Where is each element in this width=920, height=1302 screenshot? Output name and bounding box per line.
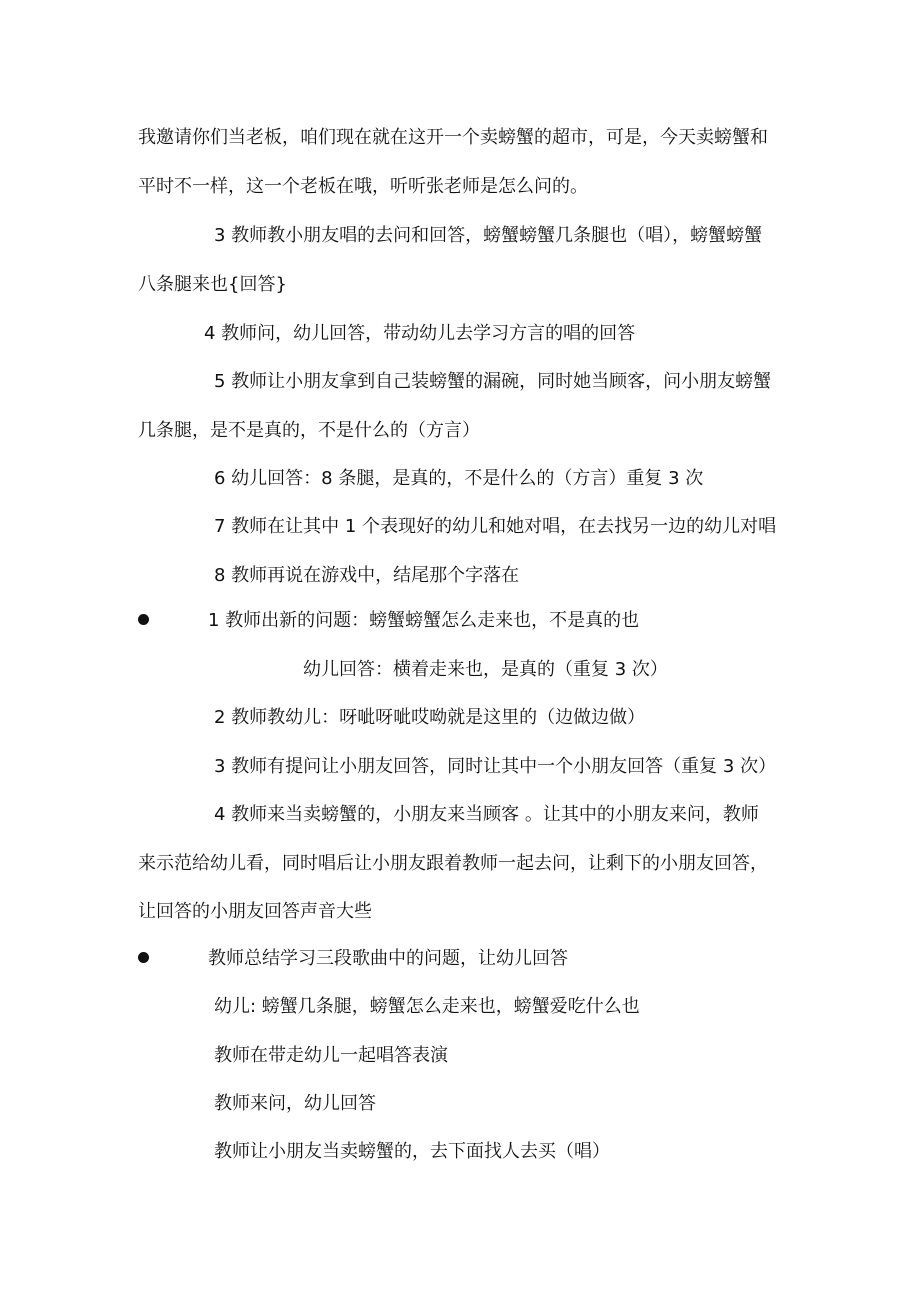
text-line: 教师让小朋友当卖螃蟹的，去下面找人去买（唱） [214,1141,610,1162]
text-line: 教师总结学习三段歌曲中的问题，让幼儿回答 [208,948,568,969]
text-line: 5 教师让小朋友拿到自己装螃蟹的漏碗，同时她当顾客，问小朋友螃蟹 [214,371,772,392]
text-line: 3 教师教小朋友唱的去问和回答，螃蟹螃蟹几条腿也（唱），螃蟹螃蟹 [214,225,763,246]
text-line: 平时不一样，这一个老板在哦，听听张老师是怎么问的。 [138,176,588,197]
text-line: 教师来问，幼儿回答 [214,1093,376,1114]
text-line: 我邀请你们当老板，咱们现在就在这开一个卖螃蟹的超市，可是，今天卖螃蟹和 [138,127,768,148]
text-line: 让回答的小朋友回答声音大些 [138,901,372,922]
text-line: 3 教师有提问让小朋友回答，同时让其中一个小朋友回答（重复 3 次） [214,756,777,777]
text-line: 1 教师出新的问题：螃蟹螃蟹怎么走来也，不是真的也 [208,610,640,631]
text-line: 来示范给幼儿看，同时唱后让小朋友跟着教师一起去问，让剩下的小朋友回答， [138,853,768,874]
text-line: 幼儿: 螃蟹几条腿，螃蟹怎么走来也，螃蟹爱吃什么也 [214,996,640,1017]
text-line: 几条腿，是不是真的，不是什么的（方言） [138,420,480,441]
text-line: 2 教师教幼儿：呀呲呀呲哎呦就是这里的（边做边做） [214,707,646,728]
text-line: 6 幼儿回答：8 条腿，是真的，不是什么的（方言）重复 3 次 [214,468,704,489]
text-line: 幼儿回答：横着走来也，是真的（重复 3 次） [303,659,668,680]
text-line: 7 教师在让其中 1 个表现好的幼儿和她对唱，在去找另一边的幼儿对唱 [214,516,777,537]
text-line: 4 教师问，幼儿回答，带动幼儿去学习方言的唱的回答 [204,323,636,344]
text-line: 8 教师再说在游戏中，结尾那个字落在 [214,565,520,586]
text-line: 4 教师来当卖螃蟹的，小朋友来当顾客 。让其中的小朋友来问，教师 [214,804,759,825]
text-line: 教师在带走幼儿一起唱答表演 [214,1045,448,1066]
bullet-icon [138,614,149,625]
text-line: 八条腿来也{回答} [138,274,287,295]
bullet-icon [138,952,149,963]
